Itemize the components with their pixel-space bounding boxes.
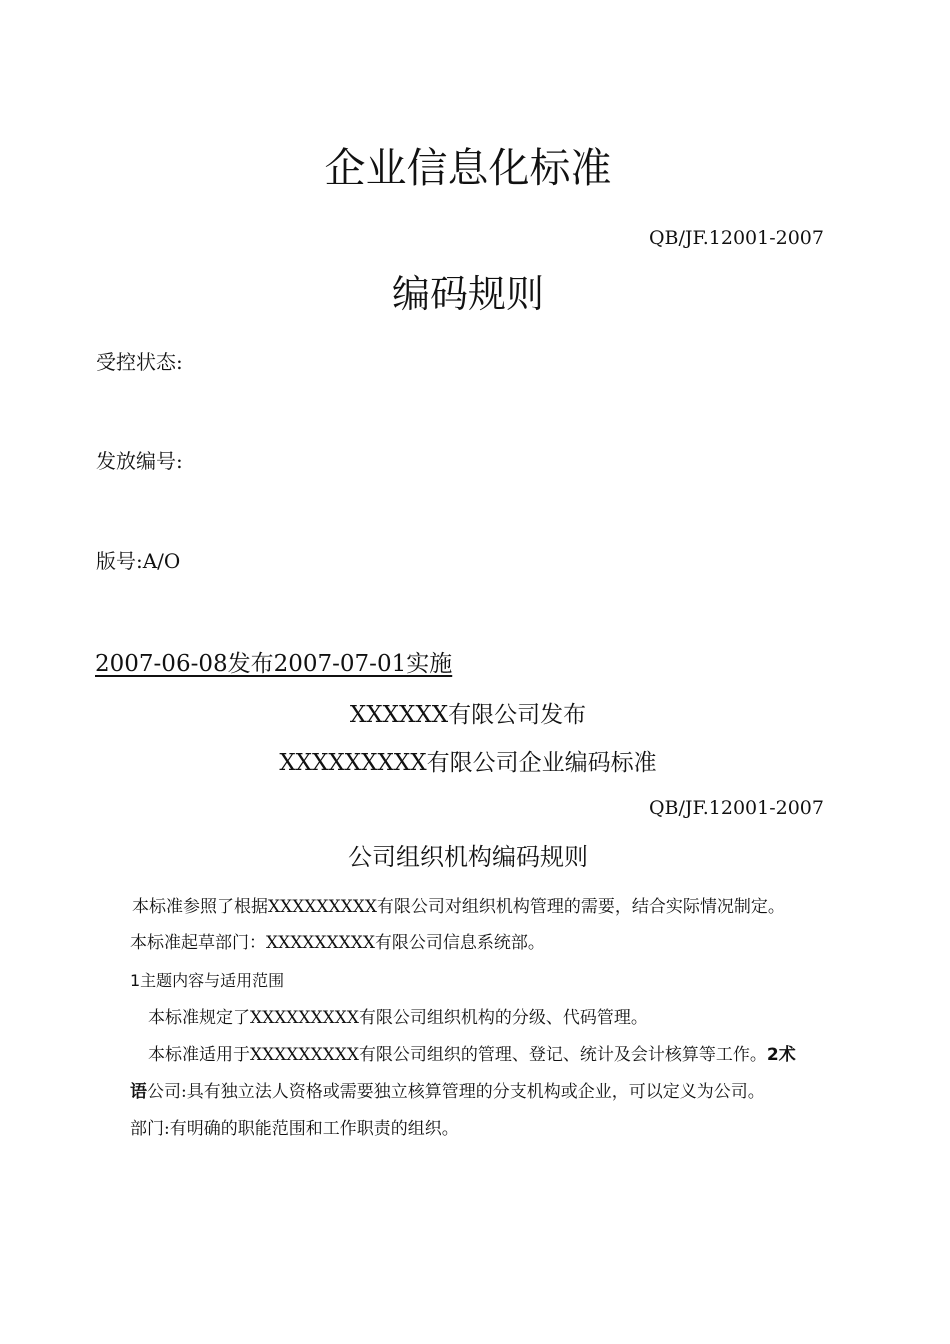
- paragraph-scope: 本标准规定了XXXXXXXXX有限公司组织机构的分级、代码管理。: [148, 1008, 648, 1028]
- company-standard-title: XXXXXXXXX有限公司企业编码标准: [279, 750, 657, 776]
- issue-number-label: 发放编号:: [96, 449, 183, 473]
- section-heading-terms-part2: 语: [130, 1082, 147, 1102]
- company-definition-text: 公司:具有独立法人资格或需要独立核算管理的分支机构或企业，可以定义为公司。: [147, 1082, 765, 1102]
- paragraph-reference: 本标准参照了根据XXXXXXXXX有限公司对组织机构管理的需要，结合实际情况制定。: [132, 897, 785, 917]
- document-title: 编码规则: [391, 272, 544, 316]
- publisher-line: XXXXXX有限公司发布: [349, 702, 587, 728]
- paragraph-applicability: [148, 1042, 796, 1068]
- version-label: 版号:A/O: [96, 549, 181, 573]
- section-heading-terms-part1: 2术: [766, 1045, 796, 1065]
- publish-implement-dates: 2007-06-08发布2007-07-01实施: [95, 651, 453, 677]
- paragraph-drafting-dept: 本标准起草部门：XXXXXXXXX有限公司信息系统部。: [130, 933, 545, 953]
- standard-code-2: QB/JF.12001-2007: [648, 797, 824, 819]
- main-title: 企业信息化标准: [324, 144, 612, 192]
- paragraph-company-definition: [130, 1079, 765, 1105]
- paragraph-applicability-text: 本标准适用于XXXXXXXXX有限公司组织的管理、登记、统计及会计核算等工作。: [148, 1045, 767, 1065]
- section-heading-scope: 1主题内容与适用范围: [130, 971, 285, 990]
- control-status-label: 受控状态:: [96, 350, 183, 374]
- standard-code: QB/JF.12001-2007: [648, 227, 824, 249]
- paragraph-department-definition: 部门:有明确的职能范围和工作职责的组织。: [130, 1119, 459, 1139]
- rule-title: 公司组织机构编码规则: [348, 843, 588, 871]
